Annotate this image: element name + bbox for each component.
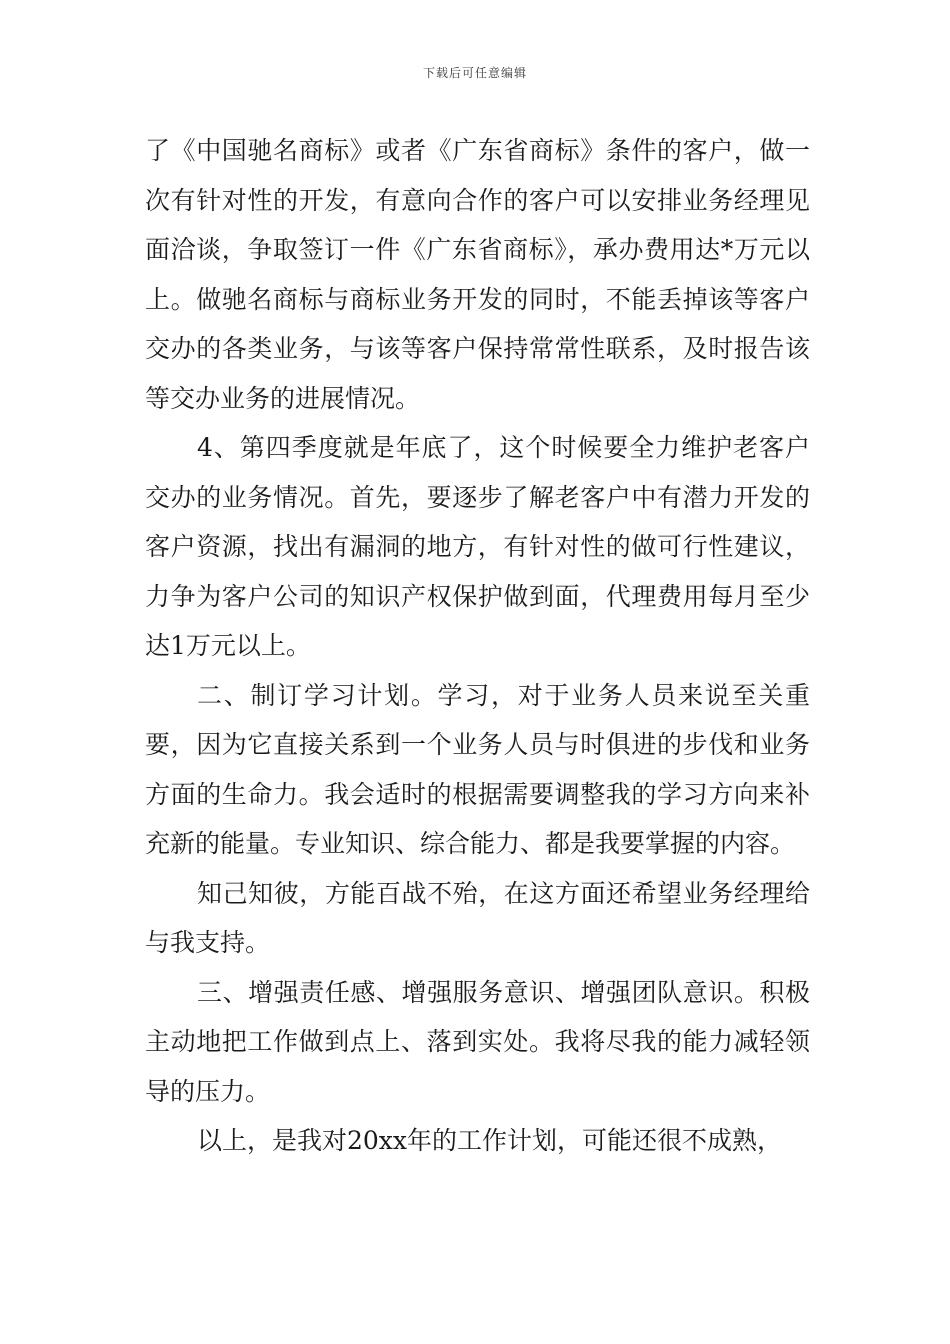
paragraph-3: 二、制订学习计划。学习，对于业务人员来说至关重要，因为它直接关系到一个业务人员与时俱进的步伐和业务方面的生命力。我会适时的根据需要调整我的学习方向来补充新的能量。专业知识、综合能力、都是我要掌握的内容。 [145, 680, 810, 858]
paragraph-4: 知己知彼，方能百战不殆，在这方面还希望业务经理给与我支持。 [145, 878, 810, 957]
document-body [145, 126, 810, 1166]
paragraph-6: 以上，是我对20xx年的工作计划，可能还很不成熟， [197, 1126, 783, 1155]
paragraph-1: 了《中国驰名商标》或者《广东省商标》条件的客户，做一次有针对性的开发，有意向合作的客户可以安排业务经理见面洽谈，争取签订一件《广东省商标》，承办费用达*万元以上。做驰名商标与商标业务开发的同时，不能丢掉该等客户交办的各类业务，与该等客户保持常常性联系，及时报告该等交办业务的进展情况。 [145, 136, 810, 413]
paragraph-5: 三、增强责任感、增强服务意识、增强团队意识。积极主动地把工作做到点上、落到实处。我将尽我的能力减轻领导的压力。 [145, 977, 810, 1106]
paragraph-2: 4、第四季度就是年底了，这个时候要全力维护老客户交办的业务情况。首先，要逐步了解老客户中有潜力开发的客户资源，找出有漏洞的地方，有针对性的做可行性建议，力争为客户公司的知识产权保护做到面，代理费用每月至少达1万元以上。 [145, 433, 810, 660]
page-header: 下载后可任意编辑 [422, 66, 527, 80]
